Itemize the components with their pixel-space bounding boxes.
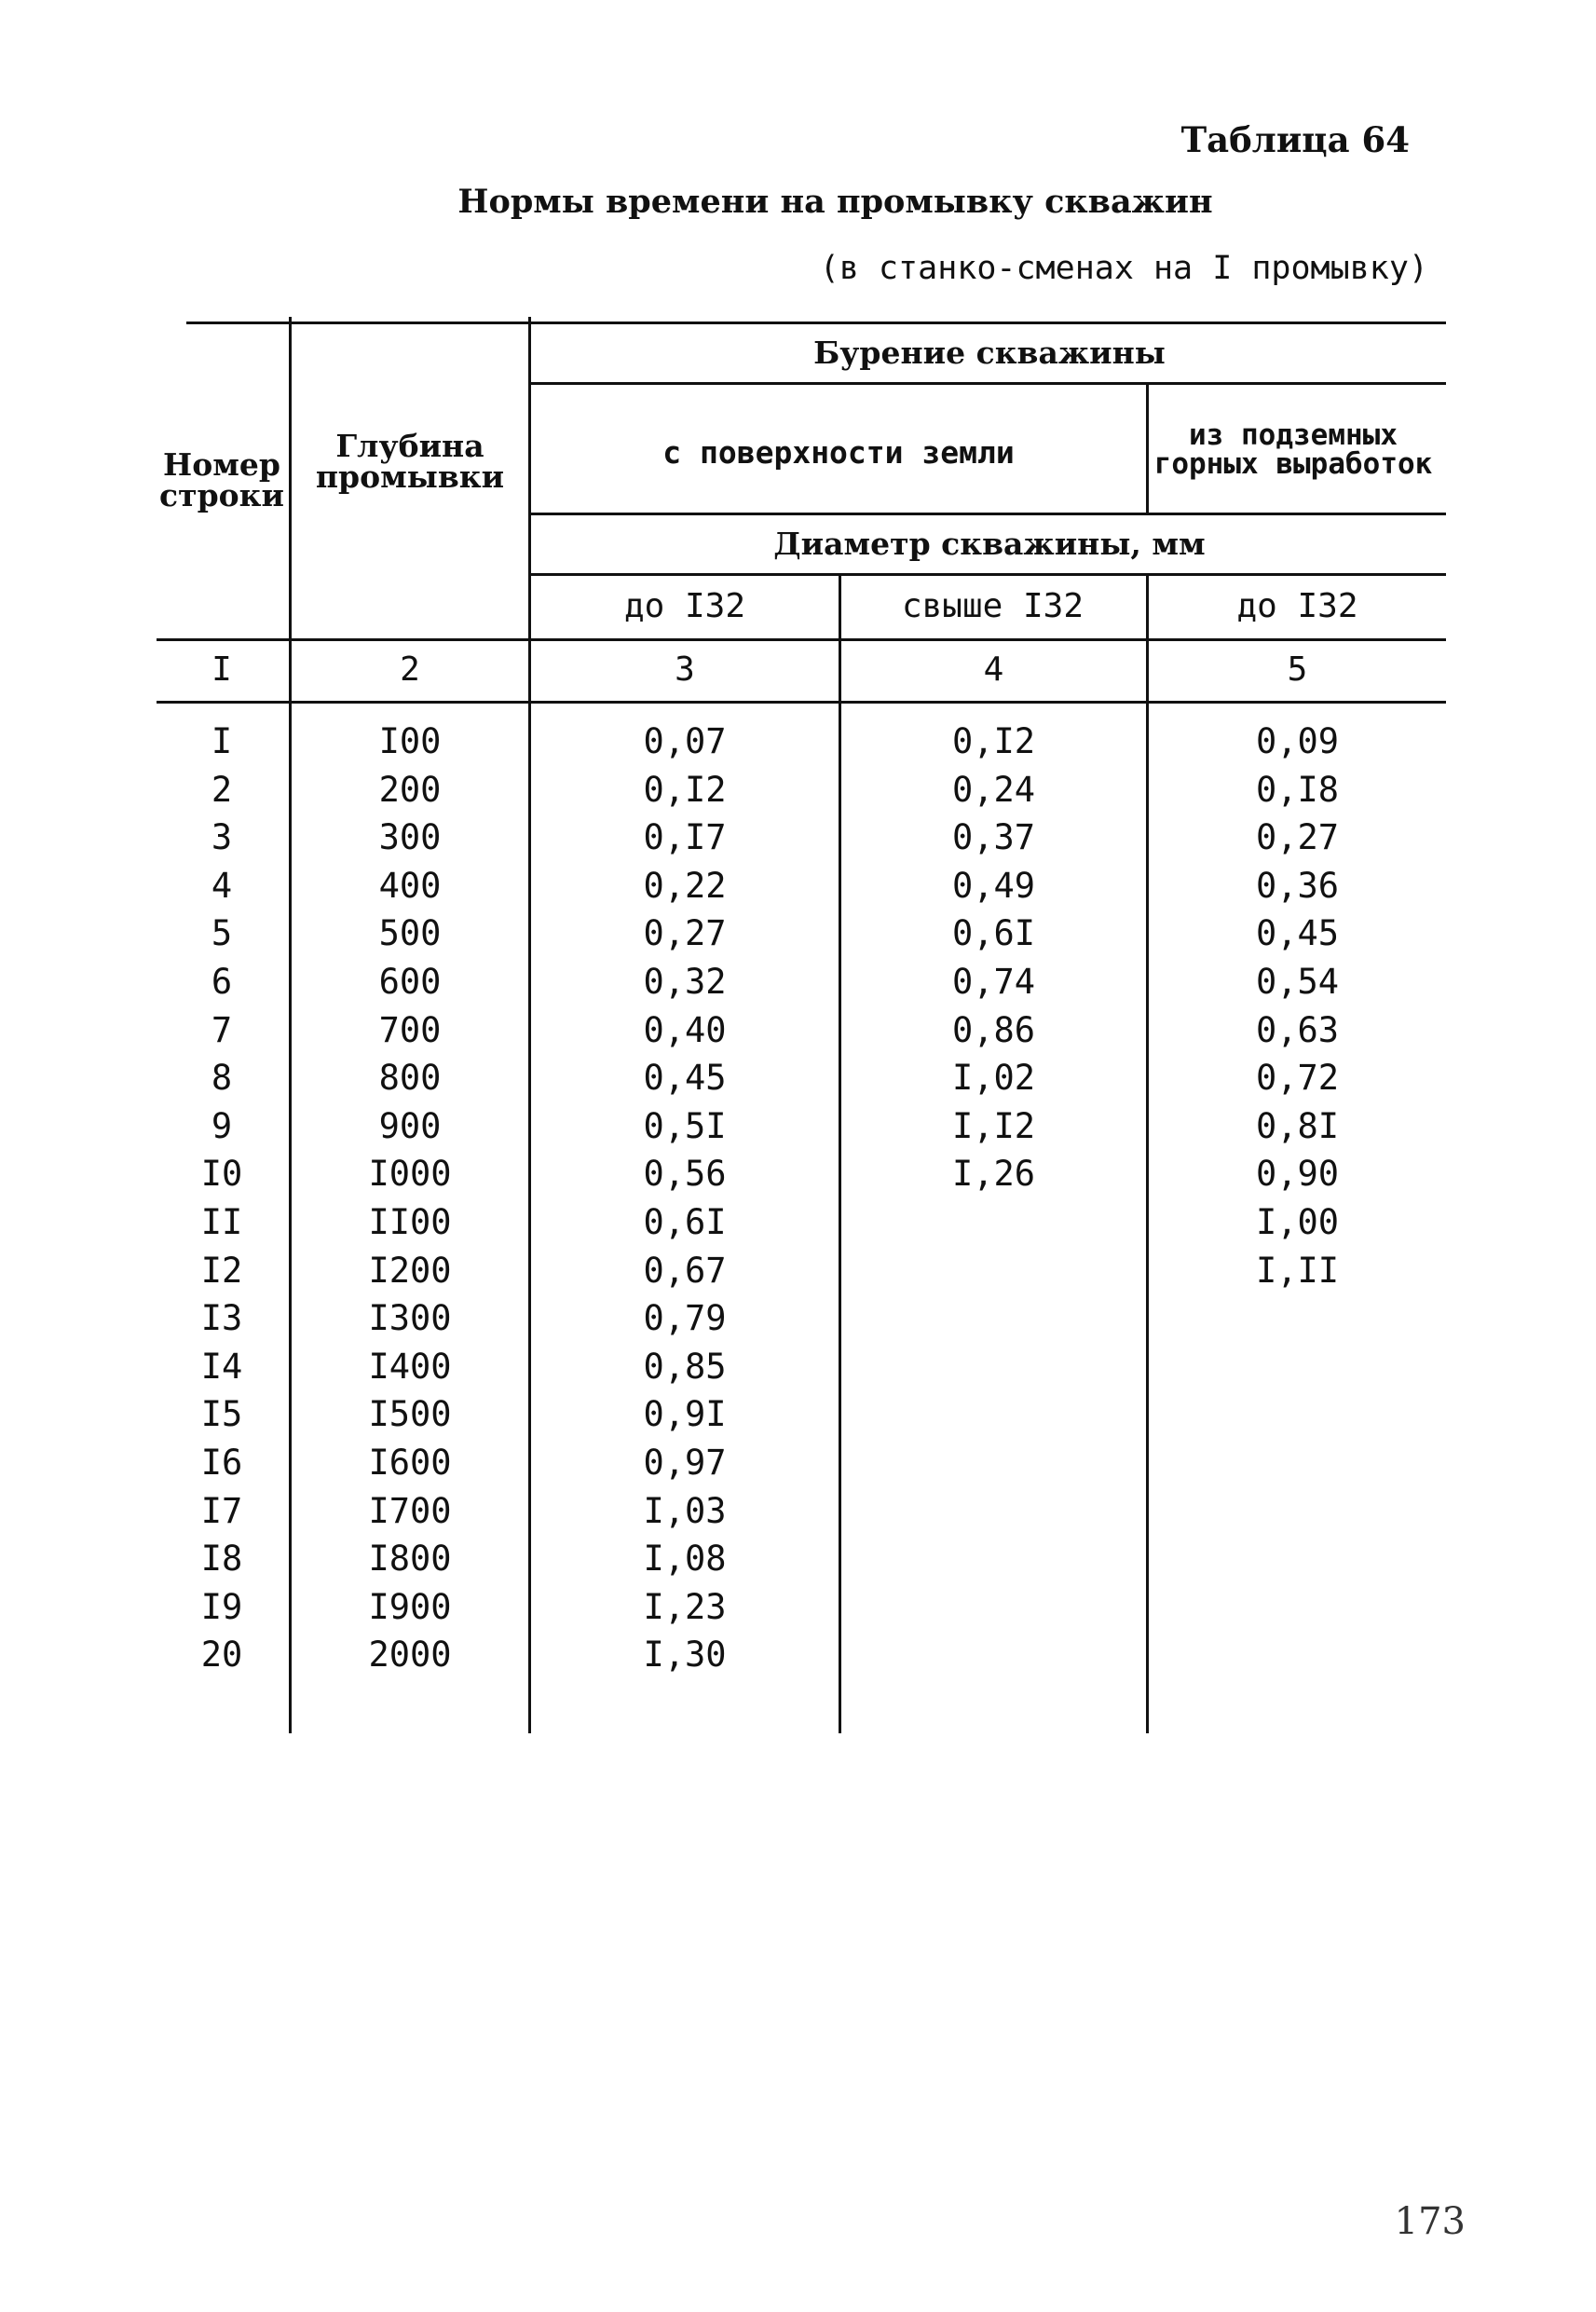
table-cell: I,08 [643, 1539, 727, 1580]
table-cell: I5 [200, 1394, 243, 1435]
table-cell: 3 [211, 817, 233, 858]
table-cell: I,03 [643, 1490, 727, 1531]
table-cell: 0,I2 [643, 769, 727, 810]
column-depths [292, 718, 528, 1679]
table-cell: 0,86 [951, 1009, 1036, 1050]
rule-colnum-bottom [157, 701, 1446, 704]
table-cell: 0,6I [951, 913, 1036, 954]
table-cell: 900 [378, 1105, 442, 1146]
rule-drilling-bottom [531, 382, 1446, 385]
header-from-underground: из подземных горных выработок [1153, 418, 1433, 481]
table-cell: 600 [378, 961, 442, 1002]
table-cell: I9 [200, 1586, 243, 1627]
header-depth: Глубина промывки [315, 428, 505, 495]
table-cell: I,26 [951, 1154, 1036, 1195]
table-cell: I200 [368, 1250, 452, 1291]
table-cell: 0,6I [643, 1201, 727, 1242]
column-underground-upto-132 [1149, 718, 1446, 1294]
table-cell: II00 [368, 1201, 452, 1242]
table-cell: 0,36 [1255, 865, 1340, 906]
column-surface-over-132 [841, 718, 1146, 1198]
table-cell: 0,37 [951, 817, 1036, 858]
table-cell: 4 [211, 865, 233, 906]
table-cell: 5 [211, 913, 233, 954]
table-cell: 0,63 [1255, 1009, 1340, 1050]
table-cell: I,00 [1255, 1201, 1340, 1242]
table-cell: 0,85 [643, 1346, 727, 1387]
column-number-2: 2 [400, 650, 420, 689]
table-cell: 0,32 [643, 961, 727, 1002]
table-cell: I6 [200, 1442, 243, 1483]
table-cell: 9 [211, 1105, 233, 1146]
table-cell: 0,72 [1255, 1058, 1340, 1099]
table-cell: 0,45 [1255, 913, 1340, 954]
table-cell: I300 [368, 1298, 452, 1339]
page-number: 173 [1394, 2200, 1466, 2243]
table-cell: 0,I2 [951, 721, 1036, 761]
table-cell: 0,8I [1255, 1105, 1340, 1146]
table-cell: 0,97 [643, 1442, 727, 1483]
table-cell: I [211, 721, 233, 761]
table-cell: 0,27 [643, 913, 727, 954]
table-cell: 20 [200, 1635, 243, 1676]
rule-v4 [1146, 382, 1149, 514]
table-cell: I500 [368, 1394, 452, 1435]
table-cell: 7 [211, 1009, 233, 1050]
table-cell: 6 [211, 961, 233, 1002]
table-cell: 800 [378, 1058, 442, 1099]
table-cell: 0,09 [1255, 721, 1340, 761]
table-cell: 0,79 [643, 1298, 727, 1339]
table-cell: 300 [378, 817, 442, 858]
header-drilling: Бурение скважины [813, 334, 1166, 371]
table-label: Таблица 64 [1180, 119, 1410, 160]
table-cell: 0,I8 [1255, 769, 1340, 810]
table-cell: 500 [378, 913, 442, 954]
table-cell: I2 [200, 1250, 243, 1291]
table-cell: I,I2 [951, 1105, 1036, 1146]
table-cell: 0,67 [643, 1250, 727, 1291]
table-cell: 2 [211, 769, 233, 810]
header-upto-132-underground: до I32 [1236, 587, 1358, 625]
table-cell: 8 [211, 1058, 233, 1099]
table-cell: I0 [200, 1154, 243, 1195]
table-cell: 0,45 [643, 1058, 727, 1099]
table-cell: I000 [368, 1154, 452, 1195]
table-cell: 0,74 [951, 961, 1036, 1002]
table-cell: 0,49 [951, 865, 1036, 906]
header-from-surface: с поверхности земли [662, 433, 1015, 471]
table-cell: I8 [200, 1539, 243, 1580]
table-cell: I600 [368, 1442, 452, 1483]
table-cell: 0,27 [1255, 817, 1340, 858]
table-cell: 0,22 [643, 865, 727, 906]
table-cell: 0,24 [951, 769, 1036, 810]
table-cell: I,30 [643, 1635, 727, 1676]
table-cell: 2000 [368, 1635, 452, 1676]
table-cell: 400 [378, 865, 442, 906]
table-cell: 0,90 [1255, 1154, 1340, 1195]
header-over-132: свыше I32 [901, 587, 1084, 625]
column-row-numbers [157, 718, 287, 1679]
table-cell: 200 [378, 769, 442, 810]
table-cell: I,02 [951, 1058, 1036, 1099]
table-cell: 0,I7 [643, 817, 727, 858]
table-cell: 0,9I [643, 1394, 727, 1435]
table-cell: 0,54 [1255, 961, 1340, 1002]
table-cell: 0,5I [643, 1105, 727, 1146]
table-cell: I00 [378, 721, 442, 761]
table-cell: I800 [368, 1539, 452, 1580]
table-cell: I,II [1255, 1250, 1340, 1291]
table-cell: 0,56 [643, 1154, 727, 1195]
table-cell: I3 [200, 1298, 243, 1339]
column-number-4: 4 [983, 650, 1004, 689]
column-number-5: 5 [1287, 650, 1308, 689]
page-subtitle: (в станко-сменах на I промывку) [819, 250, 1428, 287]
table-cell: I4 [200, 1346, 243, 1387]
column-surface-upto-132 [531, 718, 839, 1679]
header-upto-132-surface: до I32 [623, 587, 746, 625]
table-cell: 0,40 [643, 1009, 727, 1050]
table-cell: 700 [378, 1009, 442, 1050]
table-cell: I7 [200, 1490, 243, 1531]
table-cell: I700 [368, 1490, 452, 1531]
column-number-1: I [211, 650, 232, 689]
page-title: Нормы времени на промывку скважин [457, 183, 1213, 221]
table-cell: 0,07 [643, 721, 727, 761]
table-cell: II [200, 1201, 243, 1242]
header-diameter: Диаметр скважины, мм [773, 525, 1206, 562]
table-cell: I400 [368, 1346, 452, 1387]
table-cell: I900 [368, 1586, 452, 1627]
header-row-number: Номер строки [159, 446, 284, 513]
column-number-3: 3 [675, 650, 695, 689]
table-cell: I,23 [643, 1586, 727, 1627]
